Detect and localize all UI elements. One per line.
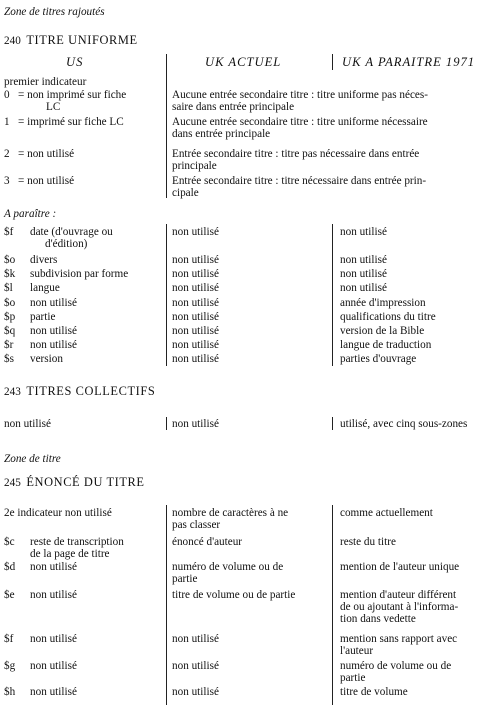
column-divider [332,505,333,705]
indicator-label: = non utilisé [18,175,75,187]
uk71-value: partie [340,672,366,684]
column-header-uk-current: UK ACTUEL [205,55,282,69]
indicator-label: = imprimé sur fiche LC [18,116,124,128]
us-value: non utilisé [4,418,51,430]
uk-description: saire dans entrée principale [172,101,295,113]
subfield-code: $r [4,339,14,351]
subfield-code: $c [4,536,15,548]
subfield-code: $l [4,282,13,294]
section-number: 240 [4,35,21,47]
uk-value: non utilisé [172,297,219,309]
uk71-value: comme actuellement [340,507,433,519]
indicator-label: = non utilisé [18,148,75,160]
us-value: subdivision par forme [30,268,129,280]
subfield-code: $o [4,297,16,309]
uk-value: énoncé d'auteur [172,536,243,548]
indicator-label: LC [46,101,61,113]
us-value: 2e indicateur non utilisé [4,507,112,519]
uk-description: Entrée secondaire titre : titre pas nécessaire dans entrée [172,148,420,160]
uk-value: non utilisé [172,268,219,280]
us-value: non utilisé [30,325,77,337]
zone-heading-added-titles: Zone de titres rajoutés [4,6,105,18]
uk71-value: non utilisé [340,268,387,280]
indicator-code: 1 [4,116,10,128]
uk71-value: l'auteur [340,645,374,657]
uk-value: non utilisé [172,282,219,294]
subfield-code: $f [4,226,14,238]
subfield-code: $g [4,660,16,672]
us-value: reste de transcription [30,536,124,548]
uk-value: non utilisé [172,633,219,645]
column-header-uk-1971: UK A PARAITRE 1971 [342,55,476,69]
section-title: TITRES COLLECTIFS [26,384,156,398]
zone-heading-title: Zone de titre [4,453,61,465]
uk-value: non utilisé [172,660,219,672]
subfield-code: $k [4,268,16,280]
uk-value: numéro de volume ou de [172,561,284,573]
section-245-heading [4,476,145,490]
us-value: de la page de titre [30,548,110,560]
uk-value: non utilisé [172,254,219,266]
uk71-value: année d'impression [340,297,426,309]
indicator-code: 3 [4,175,10,187]
a-paraitre-heading: A paraître : [4,208,57,220]
us-value: non utilisé [30,660,77,672]
subfield-code: $o [4,254,16,266]
uk-value: non utilisé [172,686,219,698]
us-value: non utilisé [30,686,77,698]
uk-description: principale [172,160,217,172]
section-title: TITRE UNIFORME [26,33,138,47]
us-value: langue [30,282,60,294]
section-title: ÉNONCÉ DU TITRE [26,475,145,489]
uk-description: dans entrée principale [172,128,271,140]
uk71-value: mention d'auteur différent [340,589,457,601]
uk71-value: utilisé, avec cinq sous-zones [340,418,468,430]
subfield-code: $h [4,686,16,698]
section-240-heading [4,34,138,48]
subfield-code: $q [4,325,16,337]
us-value: non utilisé [30,561,77,573]
subfield-code: $d [4,561,16,573]
us-value: d'édition) [45,238,88,250]
uk-value: non utilisé [172,353,219,365]
uk-description: cipale [172,187,199,199]
us-value: non utilisé [30,633,77,645]
uk-value: partie [172,573,198,585]
section-number: 245 [4,477,21,489]
uk-description: Entrée secondaire titre : titre nécessaire dans entrée prin- [172,175,427,187]
uk71-value: de ou ajoutant à l'informa- [340,601,459,613]
subfield-code: $s [4,353,14,365]
column-divider [166,417,167,430]
uk-description: Aucune entrée secondaire titre : titre uniforme pas néces- [172,89,428,101]
uk71-value: qualifications du titre [340,311,436,323]
uk71-value: non utilisé [340,254,387,266]
us-value: non utilisé [30,297,77,309]
column-divider [332,224,333,366]
us-value: date (d'ouvrage ou [30,226,113,238]
uk-value: titre de volume ou de partie [172,589,296,601]
indicator-code: 2 [4,148,10,160]
column-divider [166,505,167,705]
column-divider [332,54,333,70]
column-header-us: US [66,55,84,69]
column-divider [166,224,167,366]
uk71-value: titre de volume [340,686,408,698]
uk71-value: mention sans rapport avec [340,633,458,645]
subfield-code: $e [4,589,15,601]
section-243-heading [4,385,155,399]
us-value: divers [30,254,58,266]
uk71-value: numéro de volume ou de [340,660,452,672]
indicator-heading: premier indicateur [4,76,87,88]
us-value: partie [30,311,56,323]
uk-value: non utilisé [172,226,219,238]
us-value: non utilisé [30,339,77,351]
column-divider [332,417,333,430]
us-value: non utilisé [30,589,77,601]
uk-value: non utilisé [172,418,219,430]
us-value: version [30,353,63,365]
uk71-value: tion dans vedette [340,613,416,625]
uk71-value: non utilisé [340,226,387,238]
uk-value: non utilisé [172,339,219,351]
uk71-value: version de la Bible [340,325,425,337]
uk71-value: reste du titre [340,536,396,548]
uk-description: Aucune entrée secondaire titre : titre uniforme nécessaire [172,116,428,128]
uk-value: nombre de caractères à ne [172,507,289,519]
uk71-value: mention de l'auteur unique [340,561,460,573]
uk-value: non utilisé [172,311,219,323]
uk71-value: parties d'ouvrage [340,353,417,365]
indicator-label: = non imprimé sur fiche [18,89,127,101]
uk-value: non utilisé [172,325,219,337]
indicator-code: 0 [4,89,10,101]
uk-value: pas classer [172,519,221,531]
uk71-value: langue de traduction [340,339,432,351]
subfield-code: $p [4,311,16,323]
column-divider [166,54,167,198]
uk71-value: non utilisé [340,282,387,294]
section-number: 243 [4,386,21,398]
subfield-code: $f [4,633,14,645]
